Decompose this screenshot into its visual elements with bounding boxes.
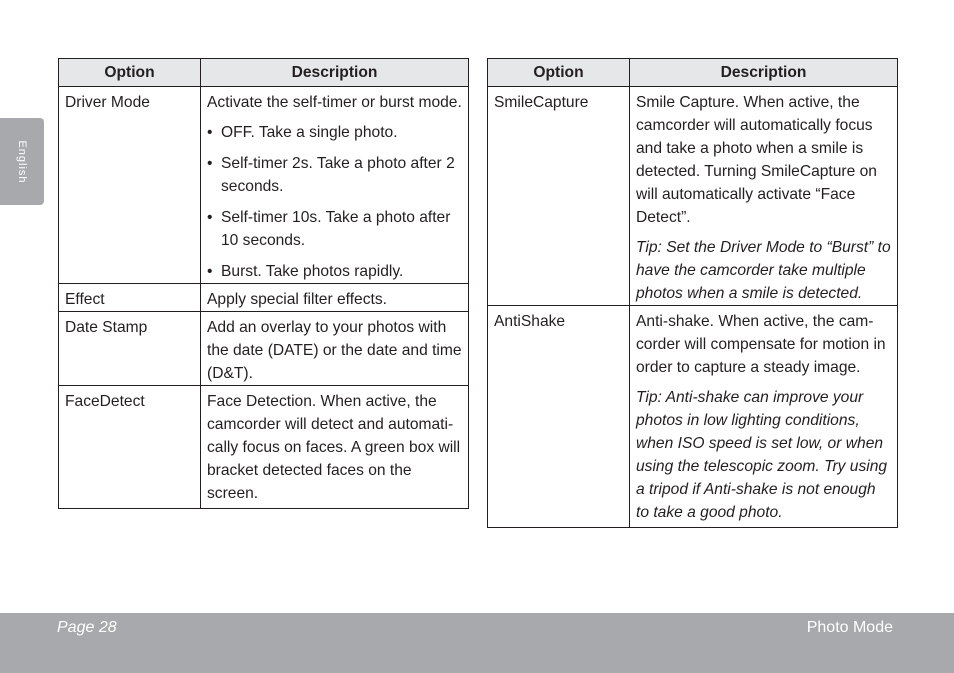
table-row (488, 87, 898, 306)
table-row (59, 312, 469, 386)
description-cell (201, 312, 469, 386)
language-tab-label: English (16, 139, 28, 184)
table-row (488, 306, 898, 528)
page-footer (0, 613, 954, 673)
description-cell (201, 284, 469, 312)
option-cell: AntiShake (488, 306, 630, 528)
options-table-right (487, 58, 898, 528)
option-cell: FaceDetect (59, 386, 201, 509)
description-text: Smile Capture. When active, the camcorder will automatically focus and take a photo when a smile is detected. Turning SmileCapture on will automatically activate “Face Detect”. (636, 94, 877, 226)
bullet-item: • Self-timer 10s. Take a photo after 10 seconds. (207, 206, 462, 252)
description-cell (201, 87, 469, 284)
table-row (59, 87, 469, 284)
bullet-item: • Self-timer 2s. Take a photo after 2 seconds. (207, 152, 462, 198)
table-header-row (59, 59, 469, 87)
column-header-description: Description (201, 59, 469, 87)
tip-text: Tip: Anti-shake can improve your photos in low lighting conditions, when ISO speed is set low, or when using the telescopic zoom. Try using a tripod if Anti-shake is not enough to take a good photo. (636, 389, 888, 521)
section-title: Photo Mode (806, 619, 893, 636)
description-text: Anti-shake. When active, the cam-corder will compensate for motion in order to capture a steady image. (636, 313, 886, 376)
description-text: Apply special filter effects. (207, 291, 387, 308)
bullet-item: • OFF. Take a single photo. (207, 121, 462, 144)
language-tab (0, 118, 44, 205)
options-table-left (58, 58, 469, 509)
column-header-option: Option (59, 59, 201, 87)
table-header-row (488, 59, 898, 87)
tip-text: Tip: Set the Driver Mode to “Burst” to have the camcorder take multiple photos when a smile is detected. (636, 239, 891, 302)
option-cell: Effect (59, 284, 201, 312)
table-row (59, 284, 469, 312)
column-header-option: Option (488, 59, 630, 87)
option-cell: Date Stamp (59, 312, 201, 386)
page-number: Page 28 (57, 619, 117, 636)
bullet-list (207, 121, 462, 283)
column-header-description: Description (630, 59, 898, 87)
description-cell (630, 306, 898, 528)
bullet-item: • Burst. Take photos rapidly. (207, 260, 462, 283)
option-cell: Driver Mode (59, 87, 201, 284)
description-cell (630, 87, 898, 306)
description-text: Face Detection. When active, the camcorder will detect and automati-cally focus on faces. A green box will bracket detected faces on the screen. (207, 393, 461, 502)
description-text: Add an overlay to your photos with the date (DATE) or the date and time (D&T). (207, 319, 462, 382)
description-text: Activate the self-timer or burst mode. (207, 94, 462, 111)
table-row (59, 386, 469, 509)
option-cell: SmileCapture (488, 87, 630, 306)
description-cell (201, 386, 469, 509)
